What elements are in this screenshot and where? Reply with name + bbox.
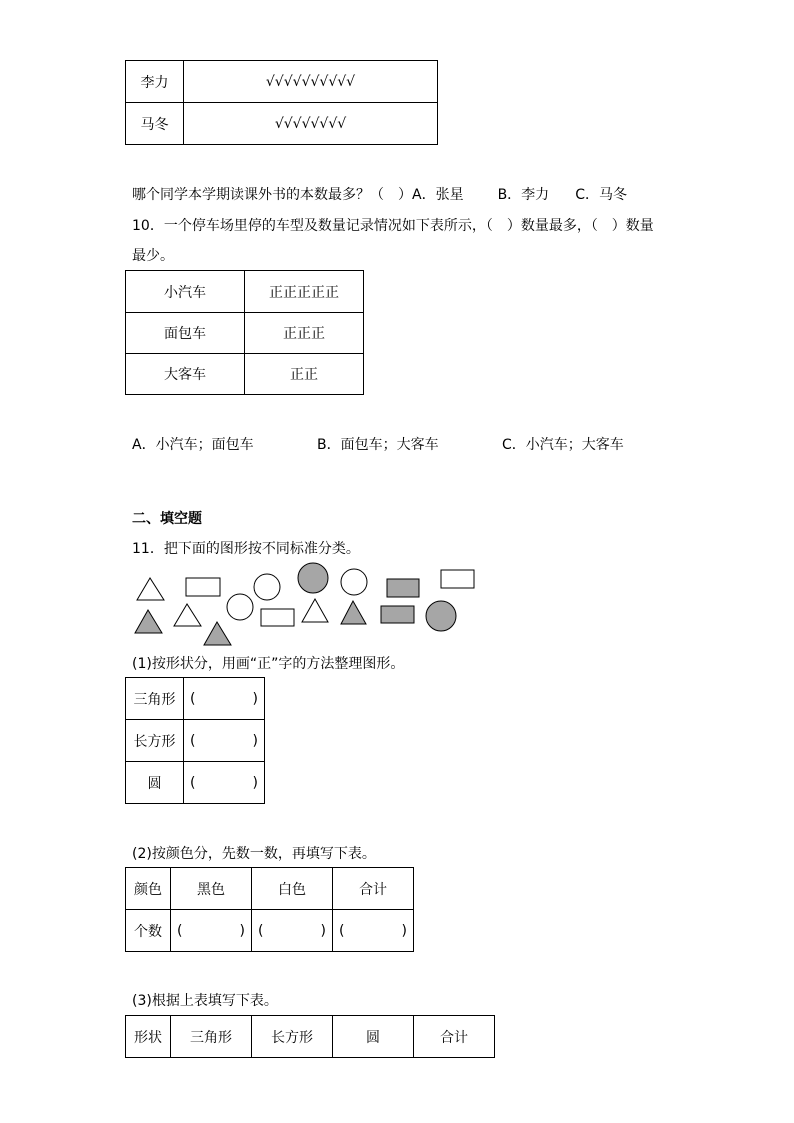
- header-cell: 合计: [333, 868, 414, 910]
- paren-open: (: [177, 922, 183, 939]
- answer-cell[interactable]: [184, 720, 265, 762]
- q9-option-a[interactable]: A．张星: [412, 187, 464, 203]
- header-cell: 颜色: [126, 868, 171, 910]
- circle-white-shape: [254, 574, 280, 600]
- vehicle-tally: 正正正: [245, 313, 364, 354]
- circle-gray-shape: [426, 601, 456, 631]
- paren-close: ): [252, 690, 258, 707]
- paren-open: (: [190, 732, 196, 749]
- answer-cell[interactable]: [171, 910, 252, 952]
- tally-marks: √√√√√√√√√√: [184, 61, 438, 103]
- rectangle-white-shape: [261, 609, 294, 626]
- section-title: 二、填空题: [132, 511, 202, 527]
- triangle-gray-shape: [204, 622, 231, 645]
- paren-open: (: [190, 774, 196, 791]
- q10-option-a[interactable]: A．小汽车；面包车: [132, 437, 254, 453]
- paren-open: (: [339, 922, 345, 939]
- triangle-white-shape: [174, 604, 201, 626]
- triangle-gray-shape: [135, 610, 162, 633]
- q11-stem: 11．把下面的图形按不同标准分类。: [132, 541, 360, 557]
- header-cell: 白色: [252, 868, 333, 910]
- paren-open: (: [258, 922, 264, 939]
- q10-stem-line1: 10．一个停车场里停的车型及数量记录情况如下表所示，（ ）数量最多，（ ）数量: [132, 218, 654, 234]
- paren-close: ): [401, 922, 407, 939]
- student-name: 李力: [126, 61, 184, 103]
- shape-label: 三角形: [126, 678, 184, 720]
- q9-option-c[interactable]: C．马冬: [575, 187, 627, 203]
- header-cell: 三角形: [171, 1016, 252, 1058]
- q9-line: [132, 184, 627, 204]
- circle-white-shape: [227, 594, 253, 620]
- q11-part3-prompt: (3)根据上表填写下表。: [132, 993, 278, 1009]
- triangle-white-shape: [302, 599, 328, 622]
- answer-cell[interactable]: [184, 678, 265, 720]
- q11-part2-prompt: (2)按颜色分，先数一数，再填写下表。: [132, 846, 376, 862]
- vehicle-tally: 正正正正正: [245, 271, 364, 313]
- rectangle-gray-shape: [387, 579, 419, 597]
- answer-cell[interactable]: [333, 910, 414, 952]
- vehicle-type: 小汽车: [126, 271, 245, 313]
- paren-close: ): [252, 774, 258, 791]
- row-label: 个数: [126, 910, 171, 952]
- header-cell: 圆: [333, 1016, 414, 1058]
- paren-close: ): [239, 922, 245, 939]
- paren-close: ): [252, 732, 258, 749]
- answer-cell[interactable]: [184, 762, 265, 804]
- student-name: 马冬: [126, 103, 184, 145]
- q10-option-c[interactable]: C．小汽车；大客车: [502, 437, 624, 453]
- paren-open: (: [190, 690, 196, 707]
- q9-question: 哪个同学本学期读课外书的本数最多？（ ）: [132, 187, 412, 203]
- tally-marks: √√√√√√√√: [184, 103, 438, 145]
- rectangle-white-shape: [186, 578, 220, 596]
- header-cell: 形状: [126, 1016, 171, 1058]
- paren-close: ): [320, 922, 326, 939]
- circle-white-shape: [341, 569, 367, 595]
- answer-cell[interactable]: [252, 910, 333, 952]
- circle-gray-shape: [298, 563, 328, 593]
- shape-label: 圆: [126, 762, 184, 804]
- shape-count-table: [125, 1015, 495, 1058]
- vehicle-tally: 正正: [245, 354, 364, 395]
- vehicle-type: 大客车: [126, 354, 245, 395]
- color-count-table: [125, 867, 414, 952]
- shapes-figure: [125, 560, 485, 650]
- shape-label: 长方形: [126, 720, 184, 762]
- triangle-gray-shape: [341, 601, 366, 624]
- header-cell: 合计: [414, 1016, 495, 1058]
- q11-part1-prompt: (1)按形状分，用画“正”字的方法整理图形。: [132, 656, 405, 672]
- triangle-white-shape: [137, 578, 164, 600]
- reading-table: [125, 60, 438, 145]
- vehicle-type: 面包车: [126, 313, 245, 354]
- q9-option-b[interactable]: B．李力: [497, 187, 550, 203]
- shape-tally-table: [125, 677, 265, 804]
- header-cell: 黑色: [171, 868, 252, 910]
- vehicle-table: [125, 270, 364, 395]
- rectangle-gray-shape: [381, 606, 414, 623]
- rectangle-white-shape: [441, 570, 474, 588]
- q10-stem-line2: 最少。: [132, 248, 174, 264]
- q10-option-b[interactable]: B．面包车；大客车: [317, 437, 439, 453]
- header-cell: 长方形: [252, 1016, 333, 1058]
